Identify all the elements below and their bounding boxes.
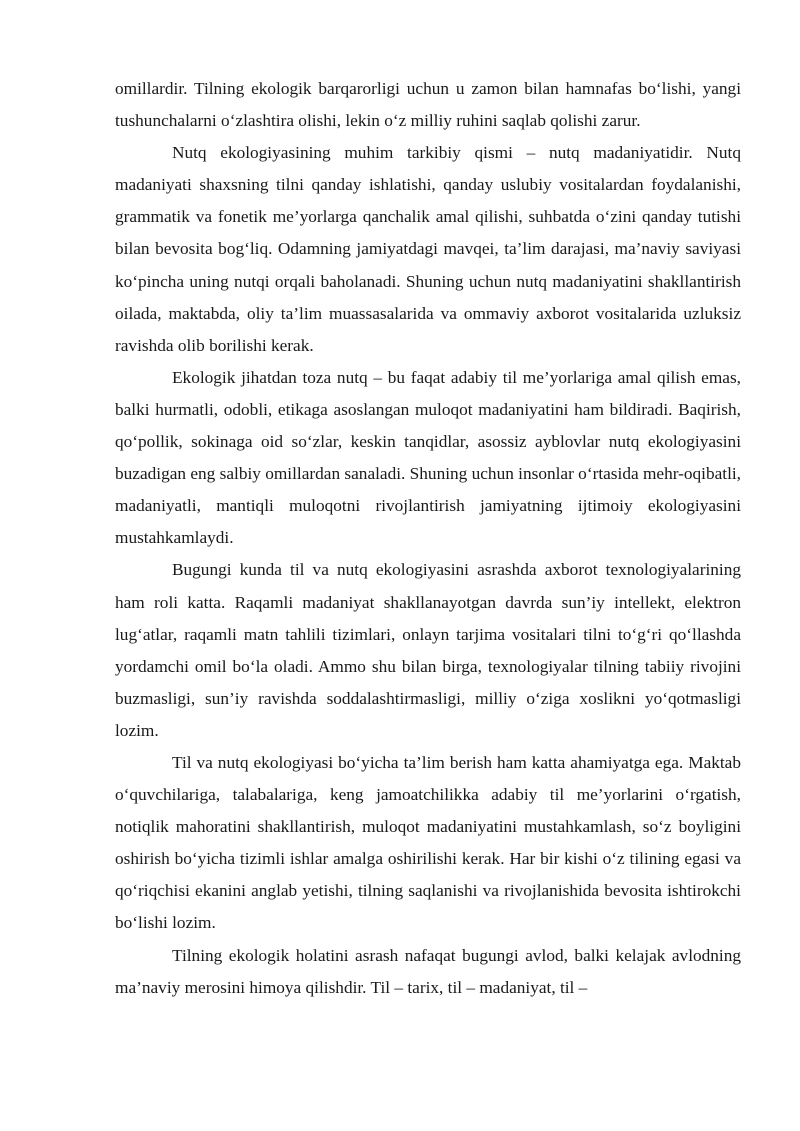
paragraph-future-generations: Tilning ekologik holatini asrash nafaqat bugungi avlod, balki kelajak avlodning ma’naviy merosini himoya qilishdir. Til – tarix, til – madaniyat, til –: [115, 945, 741, 997]
paragraph-continuation: omillardir. Tilning ekologik barqarorligi uchun u zamon bilan hamnafas bo‘lishi, yangi tushunchalarni o‘zlashtira olishi, lekin o‘z milliy ruhini saqlab qolishi zarur.: [115, 79, 741, 131]
document-page: [115, 73, 741, 1004]
paragraph-education: Til va nutq ekologiyasi bo‘yicha ta’lim berish ham katta ahamiyatga ega. Maktab o‘quvchilariga, talabalariga, keng jamoatchilikka adabiy til me’yorlarini o‘rgatish, notiqlik mahoratini shakllantirish, muloqot madaniyatini mustahkamlash, so‘z boyligini oshirish bo‘yicha tizimli ishlar amalga oshirilishi kerak. Har bir kishi o‘z tilining egasi va qo‘riqchisi ekanini anglab yetishi, tilning saqlanishi va rivojlanishida bevosita ishtirokchi bo‘lishi lozim.: [115, 752, 741, 933]
paragraph-speech-culture: Nutq ekologiyasining muhim tarkibiy qismi – nutq madaniyatidir. Nutq madaniyati shaxsning tilni qanday ishlatishi, qanday uslubiy vositalardan foydalanishi, grammatik va fonetik me’yorlarga qanchalik amal qilishi, suhbatda o‘zini qanday tutishi bilan bevosita bog‘liq. Odamning jamiyatdagi mavqei, ta’lim darajasi, ma’naviy saviyasi ko‘pincha uning nutqi orqali baholanadi. Shuning uchun nutq madaniyatini shakllantirish oilada, maktabda, oliy ta’lim muassasalarida va ommaviy axborot vositalarida uzluksiz ravishda olib borilishi kerak.: [115, 143, 741, 355]
paragraph-clean-speech: Ekologik jihatdan toza nutq – bu faqat adabiy til me’yorlariga amal qilish emas, balki hurmatli, odobli, etikaga asoslangan muloqot madaniyatini ham bildiradi. Baqirish, qo‘pollik, sokinaga oid so‘zlar, keskin tanqidlar, asossiz ayblovlar nutq ekologiyasini buzadigan eng salbiy omillardan sanaladi. Shuning uchun insonlar o‘rtasida mehr-oqibatli, madaniyatli, mantiqli muloqotni rivojlantirish jamiyatning ijtimoiy ekologiyasini mustahkamlaydi.: [115, 367, 741, 548]
paragraph-information-technology: Bugungi kunda til va nutq ekologiyasini asrashda axborot texnologiyalarining ham roli katta. Raqamli madaniyat shakllanayotgan davrda sun’iy intellekt, elektron lug‘atlar, raqamli matn tahlili tizimlari, onlayn tarjima vositalari tilni to‘g‘ri qo‘llashda yordamchi omil bo‘la oladi. Ammo shu bilan birga, texnologiyalar tilning tabiiy rivojini buzmasligi, sun’iy ravishda soddalashtirmasligi, milliy o‘ziga xoslikni yo‘qotmasligi lozim.: [115, 560, 741, 740]
